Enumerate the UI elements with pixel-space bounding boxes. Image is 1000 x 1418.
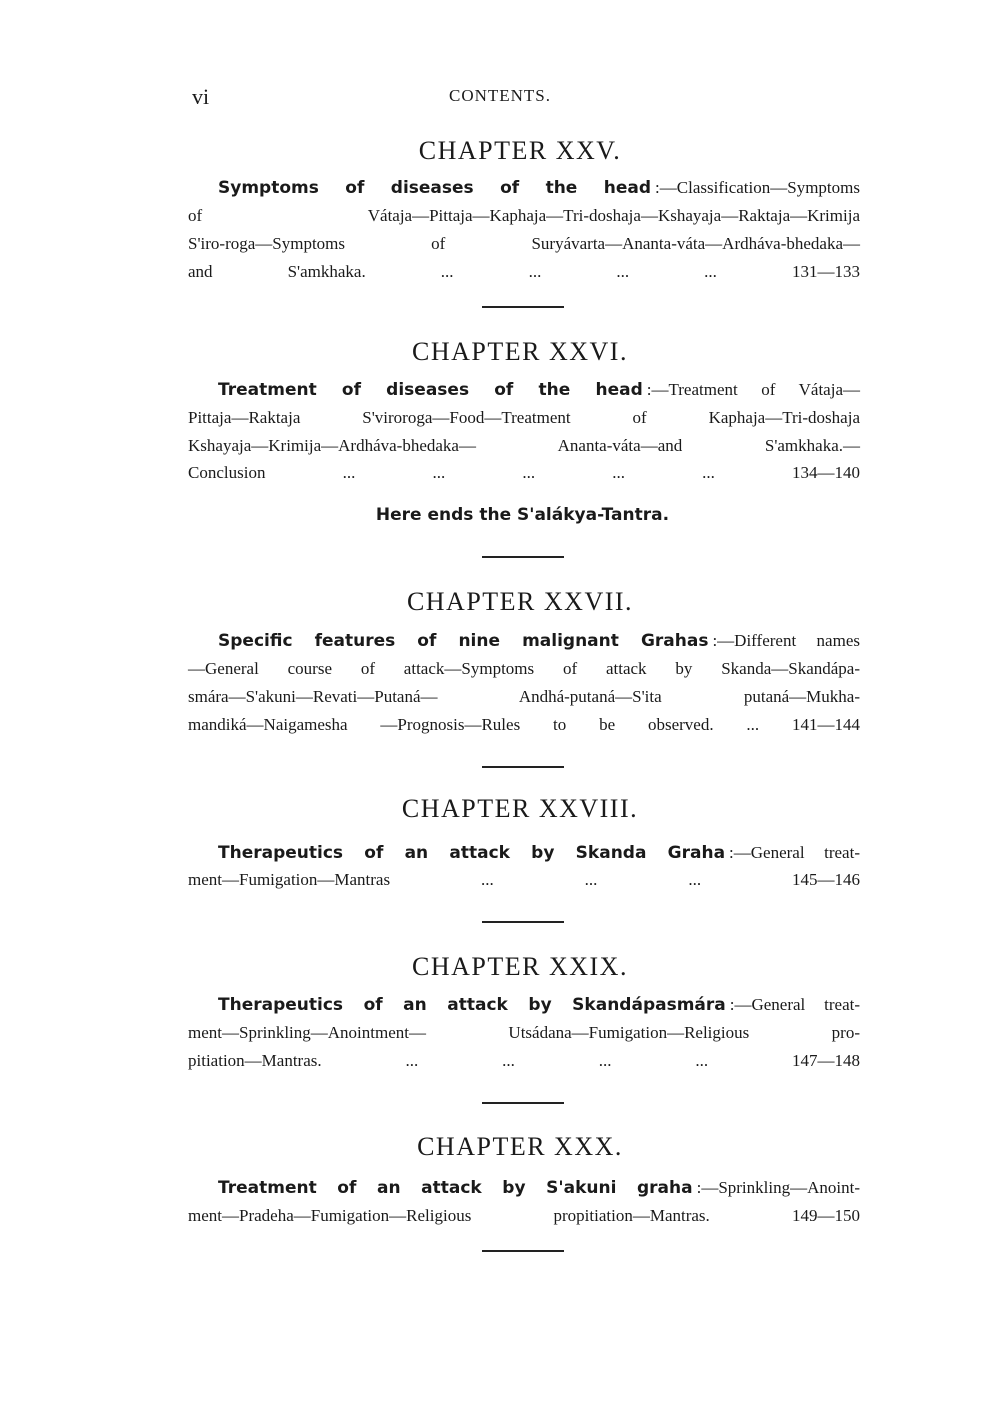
entry-text: :—General treat- <box>729 843 860 862</box>
entry-line: —General course of attack—Symptoms of attack by Skanda—Skandápa- <box>188 659 860 678</box>
entry-line: of Vátaja—Pittaja—Kaphaja—Tri-doshaja—Kshayaja—Raktaja—Krimija <box>188 206 860 225</box>
entry-line <box>218 176 860 200</box>
entry-line <box>218 629 860 653</box>
chapter-title: CHAPTER XXIX. <box>412 952 628 981</box>
entry-line: Pittaja—Raktaja S'viroroga—Food—Treatment of Kaphaja—Tri-doshaja <box>188 408 860 427</box>
entry-text: :—Different names <box>712 631 860 650</box>
chapter-title: CHAPTER XXX. <box>417 1132 623 1161</box>
chapter-title: CHAPTER XXV. <box>418 136 622 165</box>
section-end-note: Here ends the S'alákya-Tantra. <box>375 505 670 525</box>
chapter-title: CHAPTER XXVI. <box>412 337 628 366</box>
entry-lead: Symptoms of diseases of the head <box>218 178 652 198</box>
entry-line-pages: ment—Pradeha—Fumigation—Religious propitiation—Mantras. 149—150 <box>188 1206 860 1225</box>
divider <box>482 766 564 768</box>
entry-line <box>218 1176 860 1200</box>
entry-lead: Specific features of nine malignant Grahas <box>218 631 709 651</box>
entry-text: :—Classification—Symptoms <box>655 178 860 197</box>
divider <box>482 556 564 558</box>
entry-line: smára—S'akuni—Revati—Putaná— Andhá-putaná—S'ita putaná—Mukha- <box>188 687 860 706</box>
page-number: vi <box>192 84 210 109</box>
chapter-title: CHAPTER XXVII. <box>406 587 634 616</box>
entry-line-pages: ment—Fumigation—Mantras ... ... ... 145—146 <box>188 870 860 889</box>
chapter-title: CHAPTER XXVIII. <box>401 794 639 823</box>
entry-line: Kshayaja—Krimija—Ardháva-bhedaka— Ananta-váta—and S'amkhaka.— <box>188 436 860 455</box>
entry-line <box>218 993 860 1017</box>
entry-lead: Treatment of diseases of the head <box>218 380 643 400</box>
running-title: CONTENTS. <box>448 86 552 105</box>
entry-text: :—Treatment of Vátaja— <box>646 380 860 399</box>
entry-line <box>218 378 860 402</box>
entry-line-pages: and S'amkhaka. ... ... ... ... 131—133 <box>188 262 860 281</box>
entry-text: :—Sprinkling—Anoint- <box>696 1178 860 1197</box>
entry-line-pages: Conclusion ... ... ... ... ... 134—140 <box>188 463 860 482</box>
divider <box>482 1102 564 1104</box>
divider <box>482 921 564 923</box>
entry-lead: Therapeutics of an attack by Skandápasmára <box>218 995 726 1015</box>
entry-line <box>218 841 860 865</box>
entry-line-pages: pitiation—Mantras. ... ... ... ... 147—148 <box>188 1051 860 1070</box>
divider <box>482 306 564 308</box>
entry-text: :—General treat- <box>729 995 860 1014</box>
entry-line: ment—Sprinkling—Anointment— Utsádana—Fumigation—Religious pro- <box>188 1023 860 1042</box>
entry-line: S'iro-roga—Symptoms of Suryávarta—Ananta-váta—Ardháva-bhedaka— <box>188 234 860 253</box>
entry-lead: Treatment of an attack by S'akuni graha <box>218 1178 693 1198</box>
entry-lead: Therapeutics of an attack by Skanda Graha <box>218 843 726 863</box>
divider <box>482 1250 564 1252</box>
entry-line-pages: mandiká—Naigamesha —Prognosis—Rules to be observed. ... 141—144 <box>188 715 860 734</box>
